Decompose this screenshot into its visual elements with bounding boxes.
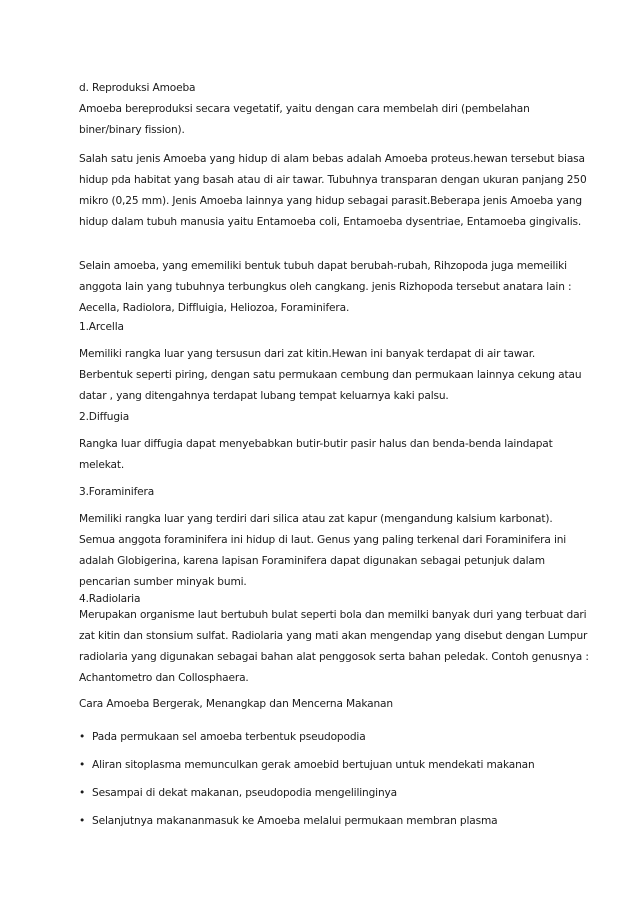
text-line: adalah Globigerina, karena lapisan Foraminifera dapat digunakan sebagai petunjuk dalam (79, 555, 545, 567)
text-line: Cara Amoeba Bergerak, Menangkap dan Mencerna Makanan (79, 698, 393, 710)
text-line: Rangka luar diffugia dapat menyebabkan butir-butir pasir halus dan benda-benda laindapat (79, 438, 553, 450)
text-line: Achantometro dan Collosphaera. (79, 672, 249, 684)
text-line: Selain amoeba, yang ememiliki bentuk tubuh dapat berubah-rubah, Rihzopoda juga memeiliki (79, 260, 567, 272)
text-line: Amoeba bereproduksi secara vegetatif, yaitu dengan cara membelah diri (pembelahan (79, 103, 530, 115)
text-line: d. Reproduksi Amoeba (79, 82, 196, 94)
bullet-icon: • (79, 759, 86, 771)
text-line: 3.Foraminifera (79, 486, 155, 498)
list-item-text: Pada permukaan sel amoeba terbentuk pseudopodia (92, 731, 366, 743)
text-line: hidup dalam tubuh manusia yaitu Entamoeba coli, Entamoeba dysentriae, Entamoeba gingivalis. (79, 216, 582, 228)
text-line: zat kitin dan stonsium sulfat. Radiolaria yang mati akan mengendap yang disebut dengan Lumpur (79, 630, 588, 642)
bullet-icon: • (79, 815, 86, 827)
paragraph (79, 344, 582, 407)
text-line: Aecella, Radiolora, Diffluigia, Heliozoa, Foraminifera. (79, 302, 350, 314)
bullet-icon: • (79, 731, 86, 743)
paragraph (79, 256, 572, 319)
subsection-title (79, 694, 564, 715)
paragraph (79, 149, 587, 233)
text-line: radiolaria yang digunakan sebagai bahan alat penggosok serta bahan peledak. Contoh genusnya : (79, 651, 589, 663)
list-item-text: Sesampai di dekat makanan, pseudopodia mengelilinginya (92, 787, 397, 799)
text-line: hidup pda habitat yang basah atau di air tawar. Tubuhnya transparan dengan ukuran panjang 250 (79, 174, 587, 186)
paragraph (79, 605, 589, 689)
paragraph (79, 509, 567, 593)
text-line: Semua anggota foraminifera ini hidup di laut. Genus yang paling terkenal dari Foraminifera ini (79, 534, 567, 546)
bullet-icon: • (79, 787, 86, 799)
text-line: datar , yang ditengahnya terdapat lubang tempat keluarnya kaki palsu. (79, 390, 449, 402)
text-line: Memiliki rangka luar yang tersusun dari zat kitin.Hewan ini banyak terdapat di air tawar. (79, 348, 536, 360)
list-item-text: Aliran sitoplasma memunculkan gerak amoebid bertujuan untuk mendekati makanan (92, 759, 535, 771)
paragraph (79, 434, 564, 476)
text-line: anggota lain yang tubuhnya terbungkus oleh cangkang. jenis Rizhopoda tersebut anatara lain : (79, 281, 572, 293)
subsection-title (79, 482, 564, 503)
list-item-text: Selanjutnya makananmasuk ke Amoeba melalui permukaan membran plasma (92, 815, 498, 827)
text-line: mikro (0,25 mm). Jenis Amoeba lainnya yang hidup sebagai parasit.Beberapa jenis Amoeba yang (79, 195, 582, 207)
subsection-title (79, 407, 564, 428)
text-line: biner/binary fission). (79, 124, 185, 136)
text-line: Merupakan organisme laut bertubuh bulat seperti bola dan memilki banyak duri yang terbuat dari (79, 609, 587, 621)
text-line: Salah satu jenis Amoeba yang hidup di alam bebas adalah Amoeba proteus.hewan tersebut biasa (79, 153, 585, 165)
section-heading (79, 78, 564, 99)
subsection-title (79, 317, 564, 338)
text-line: pencarian sumber minyak bumi. (79, 576, 247, 588)
paragraph (79, 99, 564, 141)
text-line: Berbentuk seperti piring, dengan satu permukaan cembung dan permukaan lainnya cekung atau (79, 369, 582, 381)
text-line: Memiliki rangka luar yang terdiri dari silica atau zat kapur (mengandung kalsium karbonat). (79, 513, 553, 525)
text-line: 2.Diffugia (79, 411, 130, 423)
text-line: 4.Radiolaria (79, 593, 141, 605)
text-line: 1.Arcella (79, 321, 124, 333)
text-line: melekat. (79, 459, 125, 471)
